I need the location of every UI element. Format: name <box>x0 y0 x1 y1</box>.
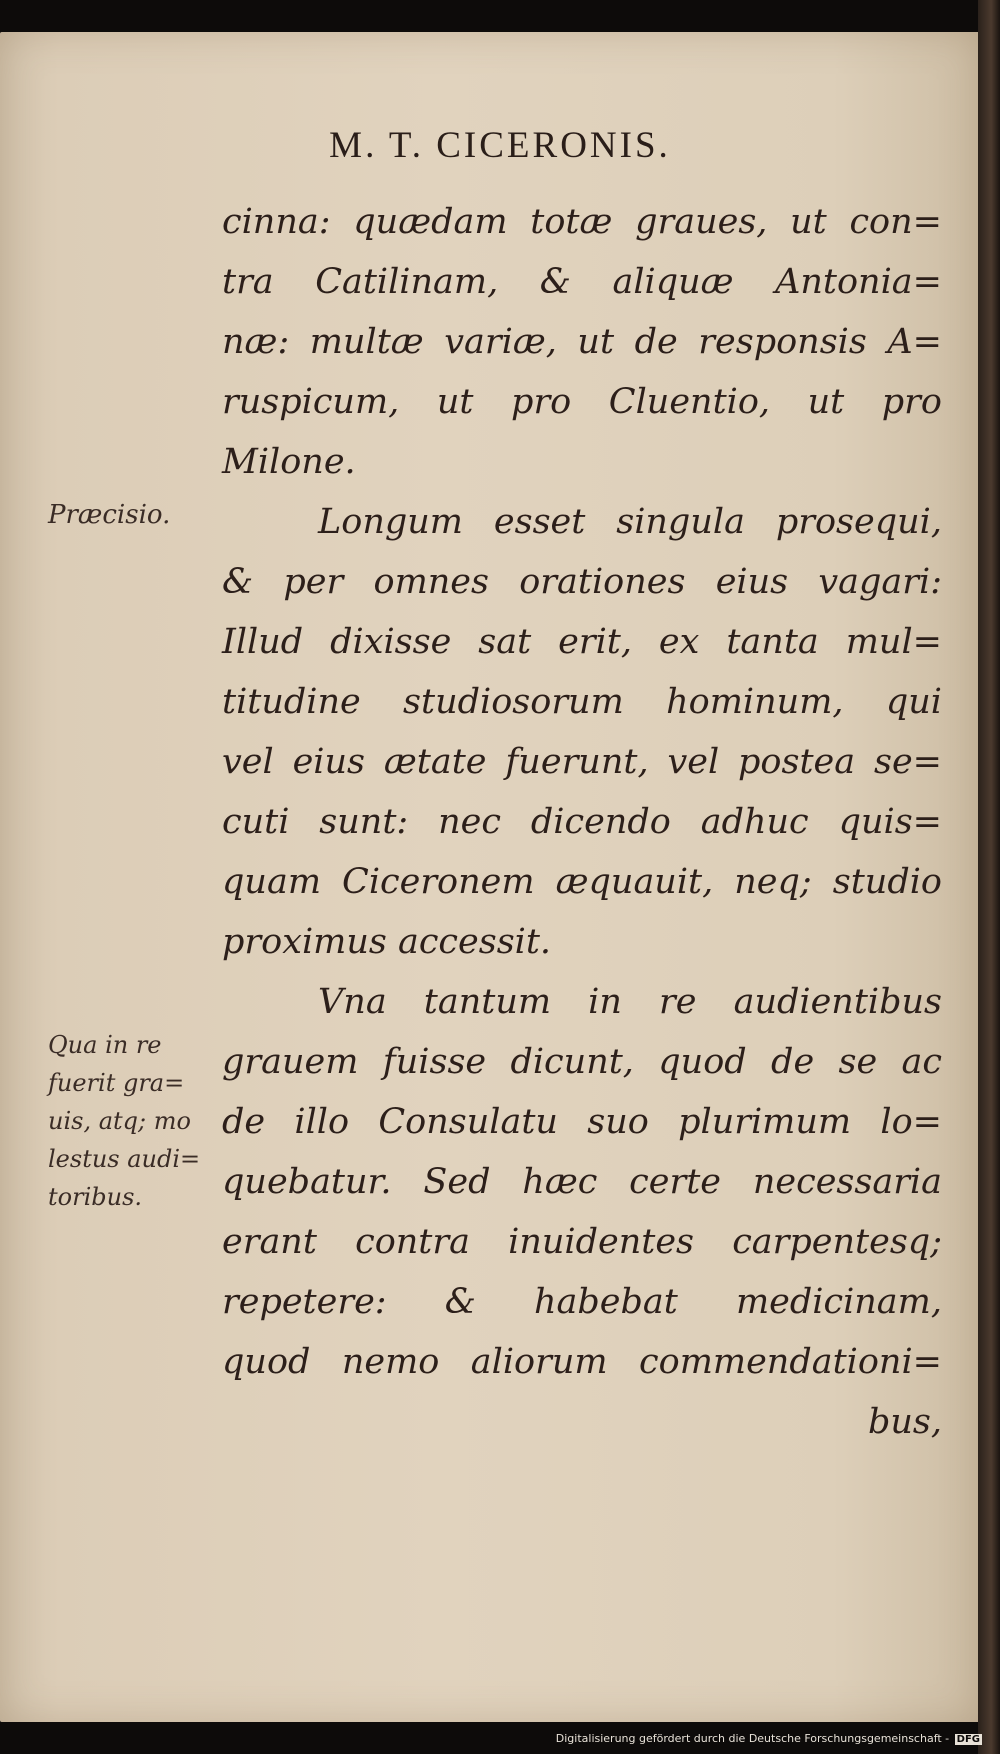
digitization-footer <box>556 1732 982 1745</box>
text-line: Longum esset singula prosequi, <box>318 502 942 542</box>
body-text <box>222 192 942 1452</box>
text-line: erant contra inuidentes carpentesq; <box>222 1222 942 1262</box>
margin-note-line: fuerit gra= <box>48 1069 185 1097</box>
text-line: titudine studiosorum hominum, qui <box>222 682 942 722</box>
text-line: cinna: quædam totæ graues, ut con= <box>222 202 942 242</box>
margin-note-line: Qua in re <box>48 1031 162 1059</box>
text-line: Illud dixisse sat erit, ex tanta mul= <box>222 622 942 662</box>
footer-text: Digitalisierung gefördert durch die Deutsche Forschungsgemeinschaft - <box>555 1732 950 1745</box>
text-line: tra Catilinam, & aliquæ Antonia= <box>222 262 942 302</box>
text-line: Milone. <box>222 442 356 482</box>
margin-note <box>48 1026 218 1216</box>
text-line: repetere: & habebat medicinam, <box>222 1282 942 1322</box>
text-line: quebatur. Sed hæc certe necessaria <box>222 1162 942 1202</box>
text-line: grauem fuisse dicunt, quod de se ac <box>222 1042 942 1082</box>
book-edge <box>978 0 1000 1754</box>
text-line: cuti sunt: nec dicendo adhuc quis= <box>222 802 942 842</box>
catchword: bus, <box>867 1402 942 1442</box>
margin-note: Præcisio. <box>48 500 171 530</box>
text-line: & per omnes orationes eius vagari: <box>222 562 942 602</box>
text-line: Vna tantum in re audientibus <box>318 982 942 1022</box>
margin-note-line: lestus audi= <box>48 1145 201 1173</box>
text-line: ruspicum, ut pro Cluentio, ut pro <box>222 382 942 422</box>
text-line: proximus accessit. <box>222 922 552 962</box>
text-line: vel eius ætate fuerunt, vel postea se= <box>222 742 942 782</box>
margin-note-line: uis, atq; mo <box>48 1107 191 1135</box>
text-line: de illo Consulatu suo plurimum lo= <box>222 1102 942 1142</box>
dfg-logo: DFG <box>956 1734 980 1745</box>
text-line: quod nemo aliorum commendationi= <box>222 1342 942 1382</box>
text-line: quam Ciceronem æquauit, neq; studio <box>222 862 942 902</box>
margin-note-line: toribus. <box>48 1183 143 1211</box>
text-line: næ: multæ variæ, ut de responsis A= <box>222 322 942 362</box>
running-head: M. T. CICERONIS. <box>329 125 671 166</box>
